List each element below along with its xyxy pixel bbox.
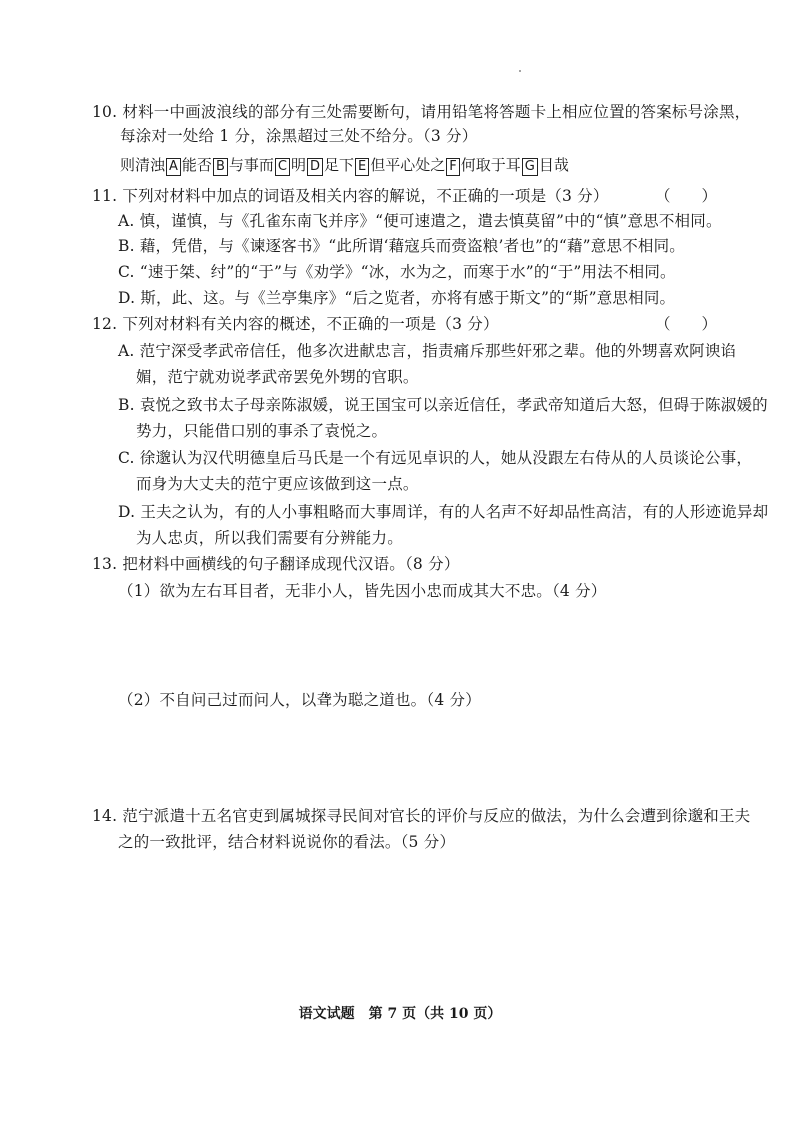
q12-stem: 12. 下列对材料有关内容的概述，不正确的一项是（3 分） — [92, 315, 499, 333]
q10-marker-box: A — [166, 158, 181, 176]
q10-segment: 明 — [290, 156, 306, 174]
q13-sub1: （1）欲为左右耳目者，无非小人，皆先因小忠而成其大不忠。（4 分） — [118, 582, 607, 600]
q10-segment: 与事而 — [228, 156, 274, 174]
q11-option-a: A. 慎，谨慎，与《孔雀东南飞并序》“便可速遣之，遣去慎莫留”中的“慎”意思不相同。 — [118, 212, 722, 230]
q11-option-c: C. “速于桀、纣”的“于”与《劝学》“冰，水为之，而寒于水”的“于”用法不相同。 — [118, 263, 676, 281]
q10-segment: 但平心处之 — [370, 156, 446, 174]
q12-option-a-line1: A. 范宁深受孝武帝信任，他多次进献忠言，指责痛斥那些奸邪之辈。他的外甥喜欢阿谀谄 — [118, 342, 737, 360]
q10-segment: 足下 — [323, 156, 354, 174]
q13-stem: 13. 把材料中画横线的句子翻译成现代汉语。（8 分） — [92, 555, 460, 573]
q12-option-b-line2: 势力，只能借口别的事杀了袁悦之。 — [136, 422, 388, 440]
q10-segment-line — [120, 154, 569, 176]
q10-marker-box: G — [522, 158, 538, 176]
q12-option-c-line1: C. 徐邈认为汉代明德皇后马氏是一个有远见卓识的人，她从没跟左右侍从的人员谈论公事， — [118, 449, 753, 467]
q10-segment: 目哉 — [538, 156, 569, 174]
q11-answer-paren: （ ） — [655, 187, 718, 205]
page-footer: 语文试题 第 7 页（共 10 页） — [298, 1006, 502, 1022]
q10-segment: 则清浊 — [120, 156, 166, 174]
q12-option-b-line1: B. 袁悦之致书太子母亲陈淑媛，说王国宝可以亲近信任，孝武帝知道后大怒，但碍于陈淑媛的 — [118, 396, 768, 414]
q11-stem: 11. 下列对材料中加点的词语及相关内容的解说，不正确的一项是（3 分） — [92, 187, 609, 205]
q12-option-a-line2: 媚，范宁就劝说孝武帝罢免外甥的官职。 — [136, 368, 419, 386]
q13-sub2: （2）不自问己过而问人，以聋为聪之道也。（4 分） — [118, 691, 481, 709]
q12-option-d-line1: D. 王夫之认为，有的人小事粗略而大事周详，有的人名声不好却品性高洁，有的人形迹诡异却 — [118, 503, 769, 521]
q10-marker-box: D — [307, 158, 323, 176]
q10-line2: 每涂对一处给 1 分，涂黑超过三处不给分。（3 分） — [120, 127, 478, 145]
q10-marker-box: F — [446, 158, 459, 176]
q10-line1: 10. 材料一中画波浪线的部分有三处需要断句，请用铅笔将答题卡上相应位置的答案标号涂黑， — [92, 103, 751, 121]
q11-option-d: D. 斯，此、这。与《兰亭集序》“后之览者，亦将有感于斯文”的“斯”意思相同。 — [118, 289, 676, 307]
q11-option-b: B. 藉，凭借，与《谏逐客书》“此所谓‘藉寇兵而赍盗粮’者也”的“藉”意思不相同。 — [118, 237, 685, 255]
q12-answer-paren: （ ） — [655, 315, 718, 333]
q12-option-c-line2: 而身为大丈夫的范宁更应该做到这一点。 — [136, 475, 419, 493]
q10-marker-box: B — [213, 158, 228, 176]
q14-line2: 之的一致批评，结合材料说说你的看法。（5 分） — [118, 833, 456, 851]
q14-line1: 14. 范宁派遣十五名官吏到属城探寻民间对官长的评价与反应的做法，为什么会遭到徐邈和王夫 — [92, 807, 751, 825]
q10-segment: 何取于耳 — [460, 156, 521, 174]
scan-speck — [519, 70, 521, 72]
q10-marker-box: C — [275, 158, 290, 176]
q10-marker-box: E — [355, 158, 369, 176]
q10-segment: 能否 — [181, 156, 212, 174]
q12-option-d-line2: 为人忠贞，所以我们需要有分辨能力。 — [136, 529, 403, 547]
